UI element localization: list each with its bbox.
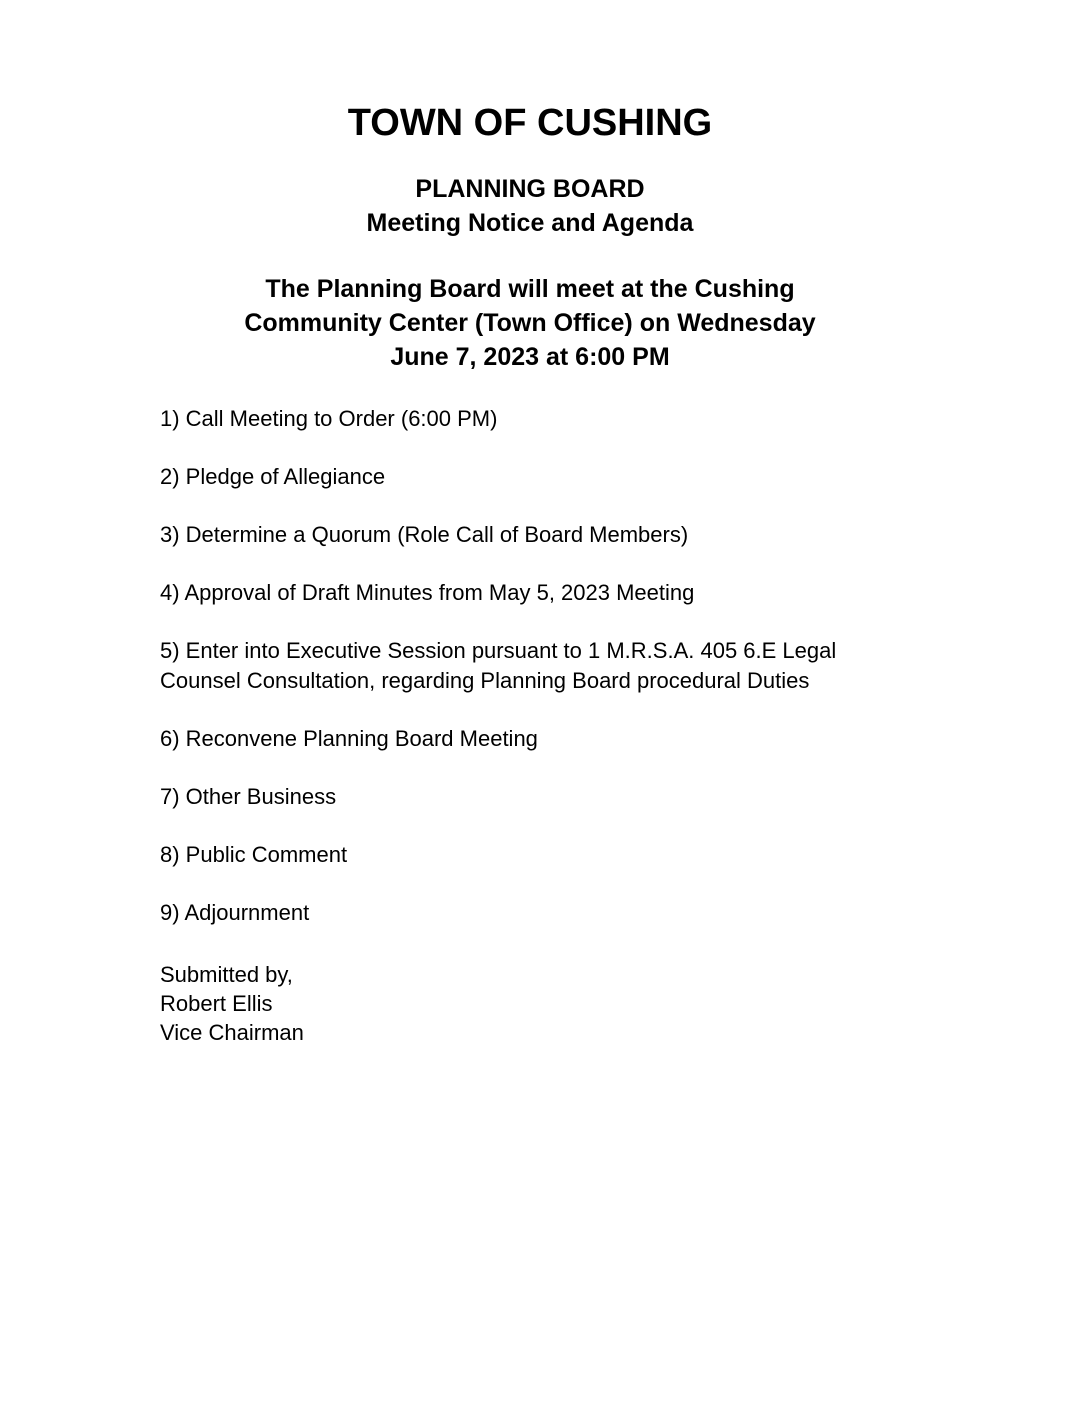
announcement-line-3: June 7, 2023 at 6:00 PM [390, 343, 670, 371]
meeting-announcement [0, 272, 1060, 374]
agenda-item [160, 462, 920, 492]
agenda-item-text: 4) Approval of Draft Minutes from May 5, 2023 Meeting [160, 580, 695, 605]
signature-block [160, 960, 304, 1047]
page-title: TOWN OF CUSHING [347, 102, 713, 144]
agenda-item [160, 724, 920, 754]
agenda-item [160, 840, 920, 870]
agenda-item [160, 578, 920, 608]
signer-role: Vice Chairman [160, 1020, 304, 1045]
agenda-item-text: 7) Other Business [160, 784, 337, 809]
signature-label: Submitted by, [160, 962, 293, 987]
agenda-item [160, 520, 920, 550]
board-name: PLANNING BOARD [415, 175, 645, 203]
agenda-item [160, 636, 920, 696]
agenda-item-text: 5) Enter into Executive Session pursuant to 1 M.R.S.A. 405 6.E Legal [160, 638, 837, 663]
agenda-list [160, 404, 920, 956]
document-subtitle [0, 172, 1060, 240]
announcement-line-2: Community Center (Town Office) on Wednesday [244, 309, 816, 337]
agenda-item-text: 2) Pledge of Allegiance [160, 464, 386, 489]
agenda-item-text: 8) Public Comment [160, 842, 348, 867]
agenda-item-text-continued: Counsel Consultation, regarding Planning Board procedural Duties [160, 668, 810, 693]
announcement-line-1: The Planning Board will meet at the Cushing [265, 275, 795, 303]
agenda-item-text: 1) Call Meeting to Order (6:00 PM) [160, 406, 498, 431]
agenda-item-text: 9) Adjournment [160, 900, 310, 925]
agenda-item [160, 782, 920, 812]
agenda-item-text: 6) Reconvene Planning Board Meeting [160, 726, 538, 751]
agenda-item [160, 404, 920, 434]
agenda-item-text: 3) Determine a Quorum (Role Call of Board Members) [160, 522, 689, 547]
notice-heading: Meeting Notice and Agenda [366, 209, 694, 237]
agenda-item [160, 898, 920, 928]
signer-name: Robert Ellis [160, 991, 273, 1016]
